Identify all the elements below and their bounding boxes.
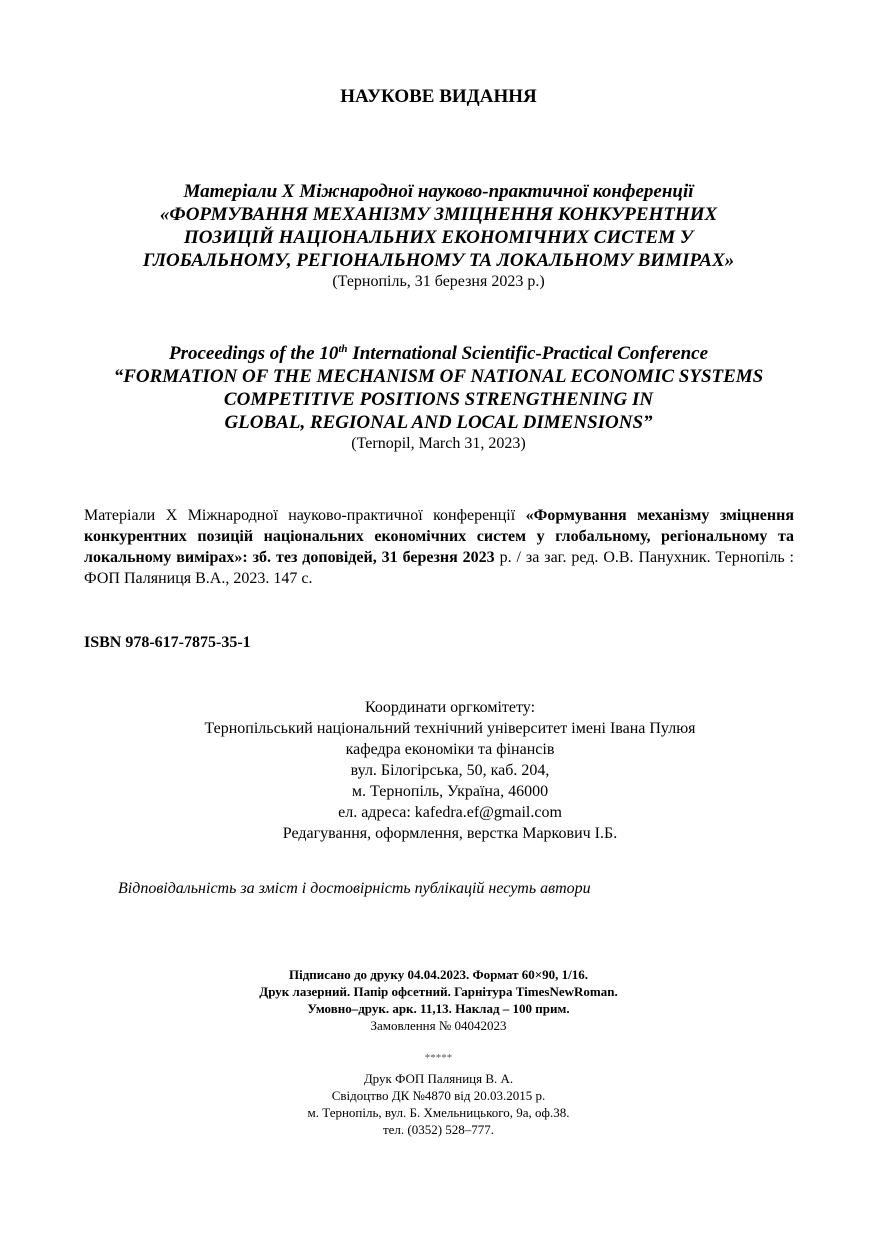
en-conference-before: Proceedings of the 10 [168, 343, 339, 364]
responsibility-disclaimer: Відповідальність за зміст і достовірність публікацій несуть автори [118, 880, 591, 897]
org-line-7: Редагування, оформлення, верстка Маркович І.Б. [282, 825, 618, 842]
org-line-1: Координати оргкомітету: [364, 699, 536, 716]
en-conference-after: International Scientific-Practical Conference [347, 343, 709, 364]
en-conference-line [40, 342, 837, 365]
en-conference-sup: th [338, 343, 348, 355]
page-heading: НАУКОВЕ ВИДАННЯ [340, 86, 537, 107]
ua-title-line-2: ПОЗИЦІЙ НАЦІОНАЛЬНИХ ЕКОНОМІЧНИХ СИСТЕМ У [183, 227, 694, 248]
printer-info [0, 1070, 877, 1138]
separator-stars: ***** [424, 1052, 453, 1064]
org-line-4: вул. Білогірська, 50, каб. 204, [350, 762, 550, 779]
imprint-line-2: Друк лазерний. Папір офсетний. Гарнітура TimesNewRoman. [259, 984, 618, 999]
org-line-3: кафедра економіки та фінансів [345, 741, 555, 758]
en-title-line-3: GLOBAL, REGIONAL AND LOCAL DIMENSIONS” [224, 412, 653, 433]
printer-line-2: Свідоцтво ДК №4870 від 20.03.2015 р. [331, 1088, 546, 1103]
printer-line-4: тел. (0352) 528–777. [382, 1122, 495, 1137]
ua-conference-name: Міжнародної науково-практичної конференції [299, 181, 694, 202]
english-title-block [40, 342, 837, 454]
imprint-line-1: Підписано до друку 04.04.2023. Формат 60×90, 1/16. [289, 967, 588, 982]
ua-title-line-3: ГЛОБАЛЬНОМУ, РЕГІОНАЛЬНОМУ ТА ЛОКАЛЬНОМУ ВИМІРАХ» [142, 250, 735, 271]
org-email-line: ел. адреса: kafedra.ef@gmail.com [338, 804, 562, 821]
imprint-line-3: Умовно–друк. арк. 11,13. Наклад – 100 прим. [307, 1001, 570, 1016]
ua-conference-line [60, 180, 817, 203]
printer-line-3: м. Тернопіль, вул. Б. Хмельницького, 9а, оф.38. [307, 1105, 570, 1120]
en-title-line-2: COMPETITIVE POSITIONS STRENGTHENING IN [223, 389, 654, 410]
bibliographic-citation [84, 505, 794, 589]
en-place-date: (Ternopil, March 31, 2023) [351, 435, 526, 452]
en-title-line-1: “FORMATION OF THE MECHANISM OF NATIONAL ECONOMIC SYSTEMS [113, 366, 764, 387]
ua-title-line-1: «ФОРМУВАННЯ МЕХАНІЗМУ ЗМІЦНЕННЯ КОНКУРЕНТНИХ [159, 204, 718, 225]
printer-line-1: Друк ФОП Паляниця В. А. [363, 1071, 514, 1086]
organizing-committee-contacts [90, 697, 810, 844]
imprint-line-4: Замовлення № 04042023 [370, 1018, 507, 1033]
ua-conference-prefix: Матеріали Х [183, 181, 300, 202]
org-line-2: Тернопільський національний технічний університет імені Івана Пулюя [204, 720, 696, 737]
ukrainian-title-block [60, 180, 817, 292]
org-line-5: м. Тернопіль, Україна, 46000 [351, 783, 549, 800]
citation-title-bold: «Формування механізму зміцнення конкурентних позицій національних економічних систем у глобальному, регіональному та локальному вимірах»: зб. тез доповідей, 31 березня 2023 [84, 507, 794, 566]
print-imprint [0, 966, 877, 1034]
ua-place-date: (Тернопіль, 31 березня 2023 р.) [332, 273, 545, 290]
isbn: ISBN 978-617-7875-35-1 [84, 634, 251, 651]
citation-part-1: Матеріали Х Міжнародної науково-практичної конференції [84, 507, 526, 524]
citation-part-3: р. / за заг. ред. О.В. Панухник. Тернопіль : ФОП Паляниця В.А., 2023. 147 с. [84, 549, 795, 587]
